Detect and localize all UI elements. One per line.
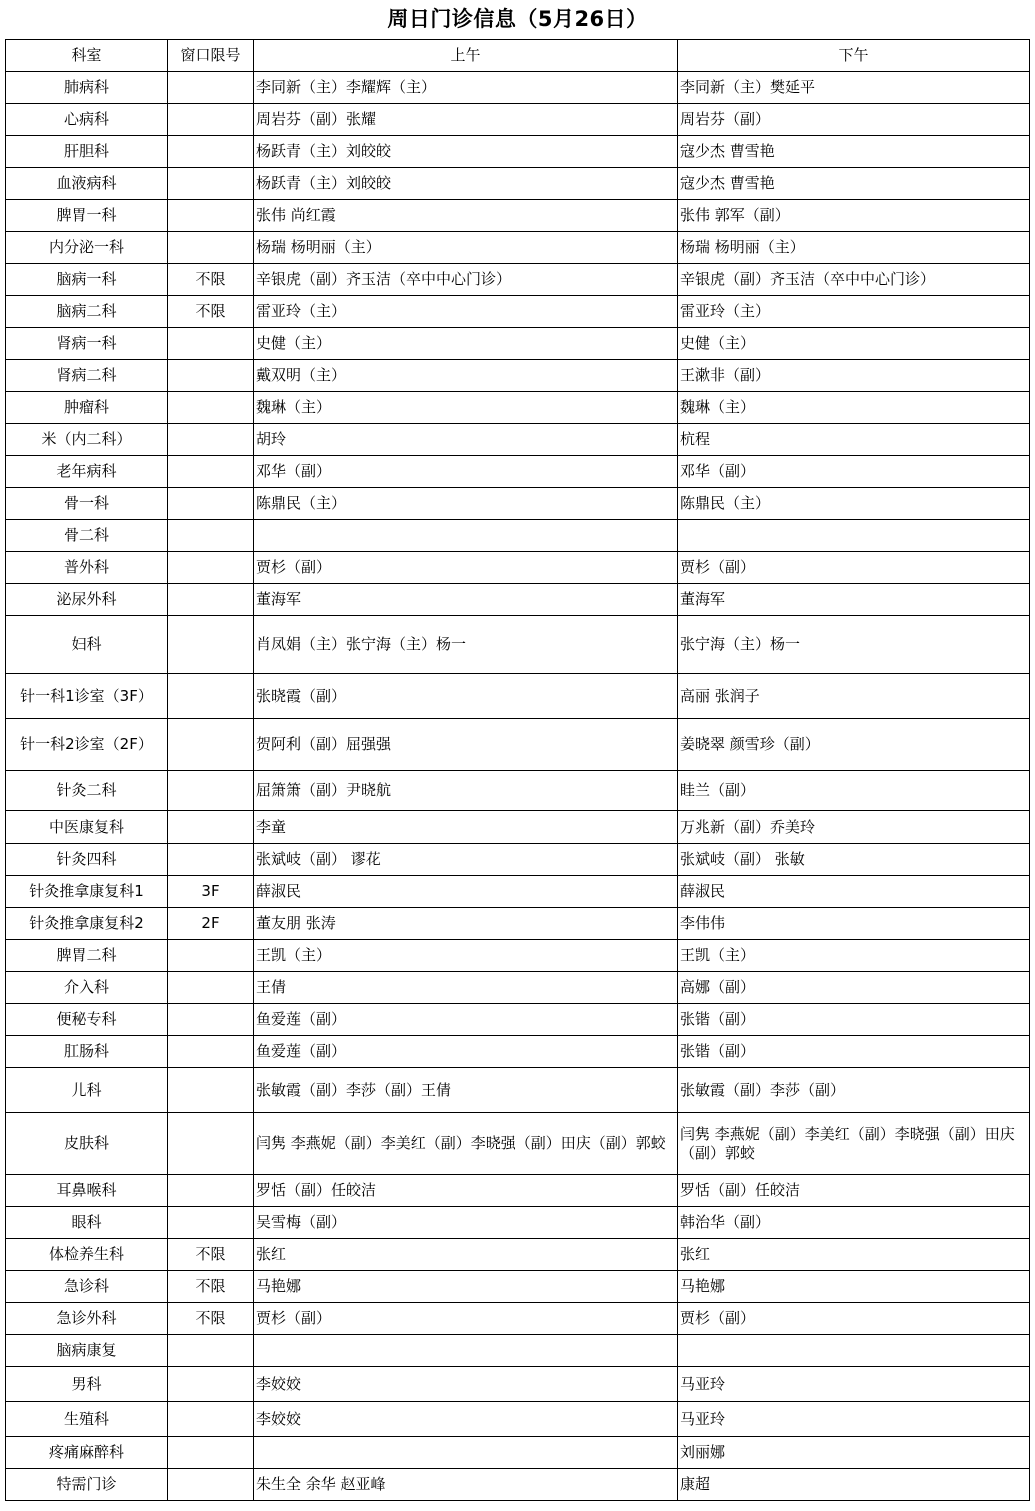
pm-cell: 周岩芬（副）	[678, 104, 1030, 136]
table-row	[6, 168, 1030, 200]
window-cell	[168, 1113, 254, 1175]
dept-cell: 针灸推拿康复科1	[6, 876, 168, 908]
dept-cell: 泌尿外科	[6, 584, 168, 616]
am-cell	[254, 520, 678, 552]
window-cell	[168, 72, 254, 104]
dept-cell: 肺病科	[6, 72, 168, 104]
table-row	[6, 360, 1030, 392]
table-row	[6, 1036, 1030, 1068]
pm-cell: 王漱非（副）	[678, 360, 1030, 392]
table-row	[6, 72, 1030, 104]
dept-cell: 介入科	[6, 972, 168, 1004]
table-row	[6, 296, 1030, 328]
window-cell	[168, 1036, 254, 1068]
dept-cell: 针灸二科	[6, 771, 168, 811]
table-row	[6, 232, 1030, 264]
pm-cell: 马亚玲	[678, 1367, 1030, 1402]
pm-cell: 李伟伟	[678, 908, 1030, 940]
am-cell: 李姣姣	[254, 1402, 678, 1437]
window-cell	[168, 392, 254, 424]
am-cell: 辛银虎（副）齐玉洁（卒中中心门诊）	[254, 264, 678, 296]
table-row	[6, 616, 1030, 674]
pm-cell: 陈鼎民（主）	[678, 488, 1030, 520]
pm-cell: 魏琳（主）	[678, 392, 1030, 424]
table-row	[6, 972, 1030, 1004]
dept-cell: 耳鼻喉科	[6, 1175, 168, 1207]
am-cell: 李同新（主）李耀辉（主）	[254, 72, 678, 104]
am-cell: 李姣姣	[254, 1367, 678, 1402]
dept-cell: 肝胆科	[6, 136, 168, 168]
pm-cell: 万兆新（副）乔美玲	[678, 811, 1030, 844]
dept-cell: 便秘专科	[6, 1004, 168, 1036]
pm-cell: 贾杉（副）	[678, 552, 1030, 584]
window-cell	[168, 136, 254, 168]
pm-cell: 张锴（副）	[678, 1004, 1030, 1036]
am-cell: 王倩	[254, 972, 678, 1004]
am-cell: 陈鼎民（主）	[254, 488, 678, 520]
window-cell	[168, 1469, 254, 1501]
am-cell: 朱生全 余华 赵亚峰	[254, 1469, 678, 1501]
pm-cell: 高娜（副）	[678, 972, 1030, 1004]
table-row	[6, 1239, 1030, 1271]
window-cell: 不限	[168, 1239, 254, 1271]
window-cell	[168, 616, 254, 674]
dept-cell: 米（内二科）	[6, 424, 168, 456]
table-row	[6, 488, 1030, 520]
dept-cell: 针一科1诊室（3F）	[6, 674, 168, 719]
pm-cell: 张锴（副）	[678, 1036, 1030, 1068]
window-cell	[168, 200, 254, 232]
am-cell: 张红	[254, 1239, 678, 1271]
dept-cell: 肛肠科	[6, 1036, 168, 1068]
dept-cell: 脑病康复	[6, 1335, 168, 1367]
am-cell: 王凯（主）	[254, 940, 678, 972]
pm-cell: 寇少杰 曹雪艳	[678, 136, 1030, 168]
dept-cell: 肿瘤科	[6, 392, 168, 424]
dept-cell: 脾胃二科	[6, 940, 168, 972]
am-cell: 吴雪梅（副）	[254, 1207, 678, 1239]
table-row	[6, 136, 1030, 168]
window-cell	[168, 584, 254, 616]
pm-cell: 李同新（主）樊延平	[678, 72, 1030, 104]
am-cell: 张晓霞（副）	[254, 674, 678, 719]
dept-cell: 脑病一科	[6, 264, 168, 296]
pm-cell: 史健（主）	[678, 328, 1030, 360]
table-row	[6, 674, 1030, 719]
am-cell: 董友朋 张涛	[254, 908, 678, 940]
pm-cell: 杨瑞 杨明丽（主）	[678, 232, 1030, 264]
window-cell: 不限	[168, 1271, 254, 1303]
table-row	[6, 811, 1030, 844]
window-cell	[168, 456, 254, 488]
table-row	[6, 584, 1030, 616]
am-cell: 张伟 尚红霞	[254, 200, 678, 232]
pm-cell: 邓华（副）	[678, 456, 1030, 488]
am-cell: 戴双明（主）	[254, 360, 678, 392]
table-row	[6, 1004, 1030, 1036]
dept-cell: 针一科2诊室（2F）	[6, 719, 168, 771]
schedule-table	[5, 39, 1030, 1501]
window-cell	[168, 940, 254, 972]
header-pm: 下午	[678, 40, 1030, 72]
pm-cell: 刘丽娜	[678, 1437, 1030, 1469]
dept-cell: 骨二科	[6, 520, 168, 552]
table-row	[6, 264, 1030, 296]
window-cell	[168, 811, 254, 844]
dept-cell: 血液病科	[6, 168, 168, 200]
am-cell: 贾杉（副）	[254, 1303, 678, 1335]
am-cell: 闫隽 李燕妮（副）李美红（副）李晓强（副）田庆（副）郭蛟	[254, 1113, 678, 1175]
am-cell	[254, 1437, 678, 1469]
am-cell: 贾杉（副）	[254, 552, 678, 584]
table-row	[6, 1175, 1030, 1207]
pm-cell: 雷亚玲（主）	[678, 296, 1030, 328]
window-cell: 2F	[168, 908, 254, 940]
dept-cell: 疼痛麻醉科	[6, 1437, 168, 1469]
table-row	[6, 424, 1030, 456]
dept-cell: 肾病二科	[6, 360, 168, 392]
header-row	[6, 40, 1030, 72]
window-cell	[168, 972, 254, 1004]
dept-cell: 针灸四科	[6, 844, 168, 876]
am-cell: 张敏霞（副）李莎（副）王倩	[254, 1068, 678, 1113]
dept-cell: 体检养生科	[6, 1239, 168, 1271]
table-row	[6, 328, 1030, 360]
pm-cell: 康超	[678, 1469, 1030, 1501]
am-cell: 肖凤娟（主）张宁海（主）杨一	[254, 616, 678, 674]
window-cell: 不限	[168, 264, 254, 296]
pm-cell	[678, 1335, 1030, 1367]
pm-cell: 张宁海（主）杨一	[678, 616, 1030, 674]
dept-cell: 特需门诊	[6, 1469, 168, 1501]
table-row	[6, 552, 1030, 584]
pm-cell: 寇少杰 曹雪艳	[678, 168, 1030, 200]
pm-cell: 眭兰（副）	[678, 771, 1030, 811]
table-row	[6, 1113, 1030, 1175]
window-cell	[168, 1068, 254, 1113]
dept-cell: 急诊科	[6, 1271, 168, 1303]
table-row	[6, 456, 1030, 488]
am-cell: 罗恬（副）任皎洁	[254, 1175, 678, 1207]
am-cell: 张斌岐（副） 谬花	[254, 844, 678, 876]
pm-cell: 姜晓翠 颜雪珍（副）	[678, 719, 1030, 771]
table-row	[6, 1207, 1030, 1239]
pm-cell	[678, 520, 1030, 552]
pm-cell: 张敏霞（副）李莎（副）	[678, 1068, 1030, 1113]
am-cell: 鱼爱莲（副）	[254, 1004, 678, 1036]
am-cell: 薛淑民	[254, 876, 678, 908]
table-row	[6, 771, 1030, 811]
am-cell: 董海军	[254, 584, 678, 616]
header-am: 上午	[254, 40, 678, 72]
pm-cell: 马亚玲	[678, 1402, 1030, 1437]
table-row	[6, 200, 1030, 232]
page-title: 周日门诊信息（5月26日）	[387, 7, 648, 31]
header-dept: 科室	[6, 40, 168, 72]
dept-cell: 生殖科	[6, 1402, 168, 1437]
dept-cell: 男科	[6, 1367, 168, 1402]
window-cell	[168, 1335, 254, 1367]
table-row	[6, 1437, 1030, 1469]
window-cell	[168, 1402, 254, 1437]
am-cell: 魏琳（主）	[254, 392, 678, 424]
window-cell: 不限	[168, 1303, 254, 1335]
dept-cell: 脾胃一科	[6, 200, 168, 232]
window-cell	[168, 771, 254, 811]
window-cell	[168, 1437, 254, 1469]
table-row	[6, 908, 1030, 940]
window-cell: 不限	[168, 296, 254, 328]
am-cell: 史健（主）	[254, 328, 678, 360]
window-cell	[168, 552, 254, 584]
window-cell	[168, 488, 254, 520]
table-row	[6, 104, 1030, 136]
am-cell: 贺阿利（副）屈强强	[254, 719, 678, 771]
window-cell	[168, 168, 254, 200]
am-cell: 屈箫箫（副）尹晓航	[254, 771, 678, 811]
am-cell: 李童	[254, 811, 678, 844]
table-row	[6, 844, 1030, 876]
am-cell: 鱼爱莲（副）	[254, 1036, 678, 1068]
am-cell	[254, 1335, 678, 1367]
dept-cell: 普外科	[6, 552, 168, 584]
am-cell: 周岩芬（副）张耀	[254, 104, 678, 136]
window-cell	[168, 360, 254, 392]
am-cell: 胡玲	[254, 424, 678, 456]
header-window: 窗口限号	[168, 40, 254, 72]
dept-cell: 皮肤科	[6, 1113, 168, 1175]
window-cell	[168, 674, 254, 719]
table-row	[6, 392, 1030, 424]
table-row	[6, 719, 1030, 771]
window-cell	[168, 424, 254, 456]
pm-cell: 罗恬（副）任皎洁	[678, 1175, 1030, 1207]
pm-cell: 张伟 郭军（副）	[678, 200, 1030, 232]
table-row	[6, 520, 1030, 552]
dept-cell: 骨一科	[6, 488, 168, 520]
pm-cell: 王凯（主）	[678, 940, 1030, 972]
dept-cell: 眼科	[6, 1207, 168, 1239]
am-cell: 杨跃青（主）刘皎皎	[254, 168, 678, 200]
dept-cell: 脑病二科	[6, 296, 168, 328]
dept-cell: 心病科	[6, 104, 168, 136]
am-cell: 马艳娜	[254, 1271, 678, 1303]
window-cell: 3F	[168, 876, 254, 908]
pm-cell: 闫隽 李燕妮（副）李美红（副）李晓强（副）田庆（副）郭蛟	[678, 1113, 1030, 1175]
window-cell	[168, 844, 254, 876]
table-row	[6, 1367, 1030, 1402]
am-cell: 杨跃青（主）刘皎皎	[254, 136, 678, 168]
window-cell	[168, 520, 254, 552]
dept-cell: 中医康复科	[6, 811, 168, 844]
pm-cell: 张红	[678, 1239, 1030, 1271]
pm-cell: 张斌岐（副） 张敏	[678, 844, 1030, 876]
window-cell	[168, 328, 254, 360]
pm-cell: 马艳娜	[678, 1271, 1030, 1303]
window-cell	[168, 232, 254, 264]
am-cell: 雷亚玲（主）	[254, 296, 678, 328]
dept-cell: 急诊外科	[6, 1303, 168, 1335]
table-row	[6, 1469, 1030, 1501]
pm-cell: 辛银虎（副）齐玉洁（卒中中心门诊）	[678, 264, 1030, 296]
window-cell	[168, 719, 254, 771]
pm-cell: 薛淑民	[678, 876, 1030, 908]
table-row	[6, 1402, 1030, 1437]
table-row	[6, 1271, 1030, 1303]
dept-cell: 妇科	[6, 616, 168, 674]
table-row	[6, 940, 1030, 972]
dept-cell: 老年病科	[6, 456, 168, 488]
window-cell	[168, 1207, 254, 1239]
dept-cell: 儿科	[6, 1068, 168, 1113]
window-cell	[168, 1367, 254, 1402]
pm-cell: 杭程	[678, 424, 1030, 456]
am-cell: 杨瑞 杨明丽（主）	[254, 232, 678, 264]
pm-cell: 董海军	[678, 584, 1030, 616]
table-row	[6, 1068, 1030, 1113]
dept-cell: 针灸推拿康复科2	[6, 908, 168, 940]
table-row	[6, 1303, 1030, 1335]
window-cell	[168, 1004, 254, 1036]
table-row	[6, 1335, 1030, 1367]
pm-cell: 韩治华（副）	[678, 1207, 1030, 1239]
dept-cell: 肾病一科	[6, 328, 168, 360]
window-cell	[168, 104, 254, 136]
table-row	[6, 876, 1030, 908]
pm-cell: 高丽 张润子	[678, 674, 1030, 719]
schedule-body	[6, 72, 1030, 1501]
dept-cell: 内分泌一科	[6, 232, 168, 264]
am-cell: 邓华（副）	[254, 456, 678, 488]
window-cell	[168, 1175, 254, 1207]
pm-cell: 贾杉（副）	[678, 1303, 1030, 1335]
